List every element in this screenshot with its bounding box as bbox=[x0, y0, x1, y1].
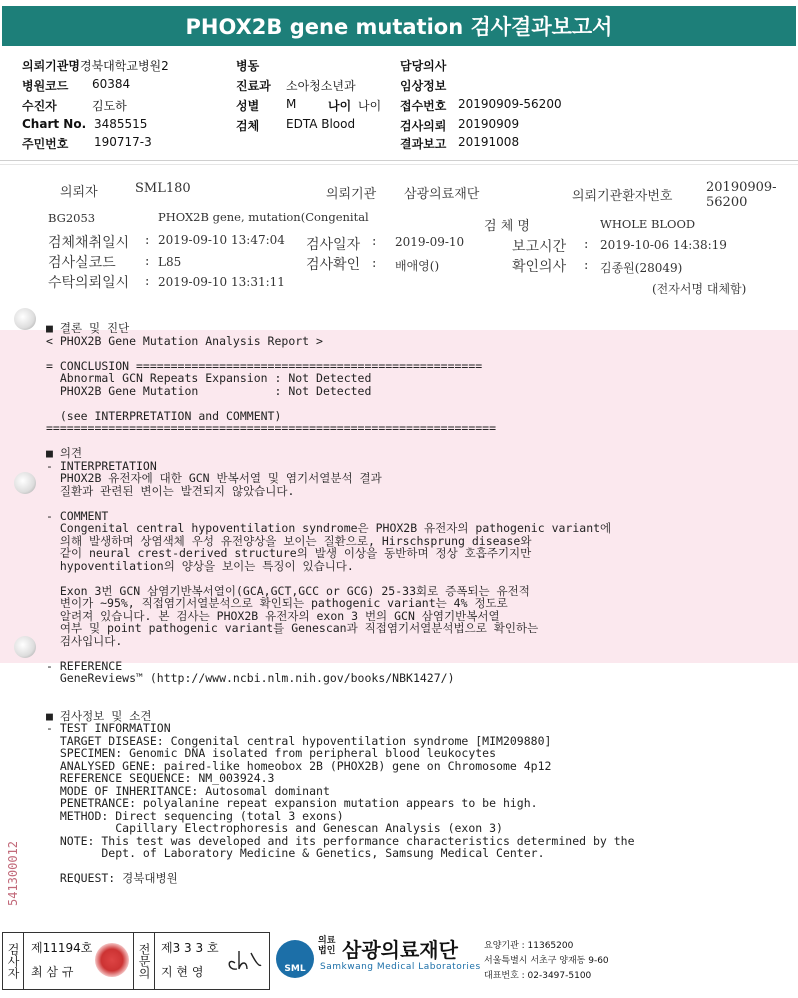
punch-hole bbox=[14, 308, 36, 330]
body-line: = CONCLUSION ================================================== bbox=[46, 358, 483, 373]
body-line: < PHOX2B Gene Mutation Analysis Report > bbox=[46, 333, 323, 348]
org-eng: Samkwang Medical Laboratories bbox=[320, 962, 481, 972]
contact-3: 대표번호 : 02-3497-5100 bbox=[484, 971, 592, 981]
label-institution: 의뢰기관명 bbox=[22, 59, 80, 73]
institution: 삼광의료재단 bbox=[404, 187, 480, 202]
body-line bbox=[46, 347, 635, 360]
contact-1: 요양기관 : 11365200 bbox=[484, 941, 574, 951]
sml-logo-icon: SML bbox=[276, 940, 314, 978]
body-line: ANALYSED GENE: paired-like homeobox 2B (PHOX2B) gene on Chromosome 4p12 bbox=[46, 758, 552, 773]
patient-name: 수진자 김도하 bbox=[22, 99, 127, 113]
colon: : bbox=[145, 254, 150, 269]
signature-box bbox=[2, 932, 270, 990]
seal-stamp bbox=[95, 943, 129, 977]
colon: : bbox=[584, 258, 589, 273]
body-line: 알려져 있습니다. 본 검사는 PHOX2B 유전자의 exon 3 번의 GCN 삼염기반복서열 bbox=[46, 608, 500, 623]
testdate-label: 검사일자 bbox=[306, 237, 361, 253]
label-clinical: 임상정보 bbox=[400, 79, 447, 93]
patient-no-1: 20190909- bbox=[706, 180, 777, 195]
header-row-2: 병원코드 60384 bbox=[22, 77, 131, 93]
age: 나이 나이 bbox=[328, 99, 382, 113]
body-line: 변이가 ~95%, 직접염기서열분석으로 확인되는 pathogenic variant는 4% 정도로 bbox=[46, 596, 508, 610]
colon: : bbox=[145, 274, 150, 289]
body-line: - TEST INFORMATION bbox=[46, 721, 171, 735]
body-line: 의해 발생하며 상염색체 우성 유전양상을 보이는 질환으로, Hirschsprung disease와 bbox=[46, 533, 532, 548]
body-line: MODE OF INHERITANCE: Autosomal dominant bbox=[46, 783, 330, 798]
test-code: BG2053 bbox=[48, 211, 96, 225]
specimen-label: 검 체 명 bbox=[484, 219, 530, 234]
org-name: 삼광의료재단 bbox=[342, 938, 458, 962]
punch-hole bbox=[14, 472, 36, 494]
body-line: REFERENCE SEQUENCE: NM_003924.3 bbox=[46, 771, 275, 785]
patient-no-2: 56200 bbox=[706, 195, 748, 210]
body-line bbox=[46, 647, 635, 660]
specimen: WHOLE BLOOD bbox=[600, 217, 696, 231]
body-line bbox=[46, 697, 635, 710]
body-line: PENETRANCE: polyalanine repeat expansion mutation appears to be high. bbox=[46, 796, 538, 810]
specialist-label: 전문의 bbox=[133, 933, 155, 989]
body-line bbox=[46, 572, 635, 585]
body-line: NOTE: This test was developed and its performance characteristics determined by the bbox=[46, 833, 635, 848]
body-line bbox=[46, 497, 635, 510]
body-line bbox=[46, 685, 635, 698]
report-body bbox=[46, 322, 635, 885]
body-line: ■ 의견 bbox=[46, 446, 83, 460]
body-line: - REFERENCE bbox=[46, 658, 123, 673]
specimen-type: 검체 EDTA Blood bbox=[236, 117, 356, 133]
receive: 2019-09-10 13:31:11 bbox=[158, 275, 285, 289]
body-line: 질환과 관련된 변이는 발견되지 않았습니다. bbox=[46, 483, 295, 498]
body-line: PHOX2B 유전자에 대한 GCN 반복서열 및 염기서열분석 결과 bbox=[46, 471, 382, 485]
body-line: REQUEST: 경북대병원 bbox=[46, 871, 178, 885]
label-ward: 병동 bbox=[236, 59, 260, 73]
colon: : bbox=[372, 234, 377, 249]
dept: 진료과 소아청소년과 bbox=[236, 79, 356, 93]
specialist-name: 지 현 영 bbox=[161, 965, 204, 979]
collect-label: 검체채취일시 bbox=[48, 235, 130, 251]
body-line: Dept. of Laboratory Medicine & Genetics, Samsung Medical Center. bbox=[46, 846, 545, 860]
body-line bbox=[46, 397, 635, 410]
body-line: Capillary Electrophoresis and Genescan Analysis (exon 3) bbox=[46, 821, 503, 835]
body-line: 검사입니다. bbox=[46, 633, 123, 648]
colon: : bbox=[584, 237, 589, 252]
doctor-label: 확인의사 bbox=[512, 259, 567, 275]
body-line: - INTERPRETATION bbox=[46, 458, 157, 473]
sex: 성별 M bbox=[236, 97, 297, 113]
body-line: METHOD: Direct sequencing (total 3 exons) bbox=[46, 808, 344, 823]
colon: : bbox=[145, 233, 150, 248]
body-line: PHOX2B Gene Mutation : Not Detected bbox=[46, 383, 372, 398]
contact-2: 서울특별시 서초구 양재동 9-60 bbox=[484, 956, 609, 966]
receipt-no: 접수번호 20190909-56200 bbox=[400, 97, 562, 113]
reporttime-label: 보고시간 bbox=[512, 239, 567, 255]
punch-hole bbox=[14, 636, 36, 658]
report-date: 결과보고 20191008 bbox=[400, 135, 520, 151]
side-stamp: 541300012 bbox=[6, 840, 20, 906]
org-logo bbox=[276, 940, 314, 978]
tester-label: 검사자 bbox=[3, 933, 24, 989]
tester-no: 제11194호 bbox=[31, 941, 93, 955]
body-line: Exon 3번 GCN 삼염기반복서열이(GCA,GCT,GCC or GCG) 25-33회로 증폭되는 유전적 bbox=[46, 583, 530, 598]
body-line: 같이 neural crest-derived structure의 발생 이상을 동반하며 정상 호흡주기지만 bbox=[46, 546, 532, 560]
divider bbox=[0, 160, 798, 161]
body-line: - COMMENT bbox=[46, 508, 109, 523]
specialist-no: 제3 3 3 호 bbox=[161, 941, 219, 955]
resident-no: 주민번호 190717-3 bbox=[22, 135, 152, 151]
requester: SML180 bbox=[135, 181, 191, 196]
body-line: GeneReviews™ (http://www.ncbi.nlm.nih.gov/books/NBK1427/) bbox=[46, 671, 455, 685]
body-line: ■ 검사정보 및 소견 bbox=[46, 708, 152, 723]
body-line: ■ 결론 및 진단 bbox=[46, 321, 130, 335]
doctor: 김종원(28049) bbox=[600, 261, 683, 275]
body-line: hypoventilation의 양상을 보이는 특징이 있습니다. bbox=[46, 558, 354, 573]
divider bbox=[0, 164, 798, 165]
body-line: ================================================================= bbox=[46, 421, 497, 435]
body-line: TARGET DISEASE: Congenital central hypoventilation syndrome [MIM209880] bbox=[46, 733, 552, 748]
report-title: PHOX2B gene mutation 검사결과보고서 bbox=[2, 6, 796, 46]
institution-label: 의뢰기관 bbox=[326, 187, 377, 202]
body-line bbox=[46, 435, 635, 448]
colon: : bbox=[372, 256, 377, 271]
request-date: 검사의뢰 20190909 bbox=[400, 117, 520, 133]
label-doctor: 담당의사 bbox=[400, 59, 447, 73]
body-line: Congenital central hypoventilation syndrome은 PHOX2B 유전자의 pathogenic variant에 bbox=[46, 521, 612, 535]
requester-label: 의뢰자 bbox=[60, 185, 98, 200]
body-line: SPECIMEN: Genomic DNA isolated from peripheral blood leukocytes bbox=[46, 746, 497, 760]
chart-no: Chart No. 3485515 bbox=[22, 117, 148, 131]
receive-label: 수탁의뢰일시 bbox=[48, 275, 130, 291]
tester-name: 최 삼 규 bbox=[31, 965, 74, 979]
confirm-label: 검사확인 bbox=[306, 257, 361, 273]
value-institution: 경북대학교병원2 bbox=[80, 59, 169, 73]
reporttime: 2019-10-06 14:38:19 bbox=[600, 238, 727, 252]
testdate: 2019-09-10 bbox=[395, 235, 465, 249]
header-row-1 bbox=[22, 57, 169, 74]
confirm: 배애영() bbox=[395, 259, 440, 273]
patient-no-label: 의뢰기관환자번호 bbox=[572, 189, 673, 204]
signature bbox=[225, 947, 263, 975]
body-line: Abnormal GCN Repeats Expansion : Not Detected bbox=[46, 371, 372, 385]
room: L85 bbox=[158, 255, 182, 269]
body-line: 여부 및 point pathogenic variant를 Genescan과 직접염기서열분석법으로 확인하는 bbox=[46, 621, 539, 635]
collect: 2019-09-10 13:47:04 bbox=[158, 233, 285, 247]
test-name: PHOX2B gene, mutation(Congenital bbox=[158, 210, 369, 224]
org-badge: 의료 법인 bbox=[318, 936, 336, 956]
room-label: 검사실코드 bbox=[48, 255, 116, 271]
esign: (전자서명 대체함) bbox=[652, 282, 747, 296]
body-line: (see INTERPRETATION and COMMENT) bbox=[46, 408, 282, 423]
